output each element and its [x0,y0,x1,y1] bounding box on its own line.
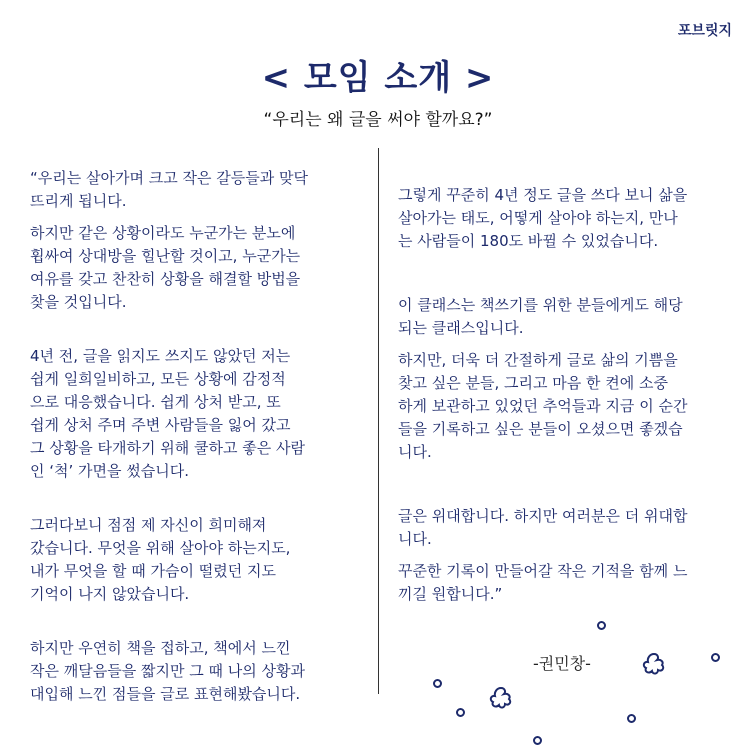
brand-logo: 포브릿지 [677,23,732,39]
paragraph: 이 클래스는 책쓰기를 위한 분들에게도 해당 되는 클래스입니다. [398,296,683,337]
paragraph: “우리는 살아가며 크고 작은 갈등들과 맞닥 뜨리게 됩니다. [30,169,308,210]
paragraph: 그러다보니 점점 제 자신이 희미해져 갔습니다. 무엇을 위해 살아야 하는지도, 내가 무엇을 할 때 가슴이 떨렸던 지도 기억이 나지 않았습니다. [30,516,291,603]
paragraph: 글은 위대합니다. 하지만 여러분은 더 위대합 니다. [398,507,688,548]
right-column [398,184,743,606]
paragraph: 그렇게 꾸준히 4년 정도 글을 쓰다 보니 삶을 살아가는 태도, 어떻게 살아야 하는지, 만나 는 사람들이 180도 바뀔 수 있었습니다. [398,186,688,250]
page-title: < 모임 소개 > [261,58,495,98]
left-column [30,167,365,706]
author-signature: -권민창- [533,654,591,673]
circle-icon [433,679,442,688]
paragraph: 꾸준한 기록이 만들어갈 작은 기적을 함께 느 끼길 원합니다.” [398,562,688,603]
paragraph: 하지만 우연히 책을 접하고, 책에서 느낀 작은 깨달음들을 짧지만 그 때 나의 상황과 대입해 느낀 점들을 글로 표현해봤습니다. [30,639,305,703]
flower-icon [640,650,668,678]
circle-icon [627,714,636,723]
paragraph: 4년 전, 글을 읽지도 쓰지도 않았던 저는 쉽게 일희일비하고, 모든 상황에 감정적 으로 대응했습니다. 쉽게 상처 받고, 또 쉽게 상처 주며 주변 사람들을 잃어 갔고 그 상황을 타개하기 위해 쿨하고 좋은 사람 인 ‘척’ 가면을 썼습니다. [30,347,305,480]
column-divider [378,148,379,694]
circle-icon [456,708,465,717]
circle-icon [533,736,542,745]
flower-icon [487,684,515,712]
circle-icon [711,653,720,662]
paragraph: 하지만, 더욱 더 간절하게 글로 삶의 기쁨을 찾고 싶은 분들, 그리고 마음 한 켠에 소중 하게 보관하고 있었던 추억들과 지금 이 순간 들을 기록하고 싶은 분들이 오셨으면 좋겠습 니다. [398,351,688,461]
circle-icon [597,621,606,630]
page-subtitle: “우리는 왜 글을 써야 할까요?” [263,110,493,130]
paragraph: 하지만 같은 상황이라도 누군가는 분노에 휩싸여 상대방을 힐난할 것이고, 누군가는 여유를 갖고 찬찬히 상황을 해결할 방법을 찾을 것입니다. [30,224,301,311]
